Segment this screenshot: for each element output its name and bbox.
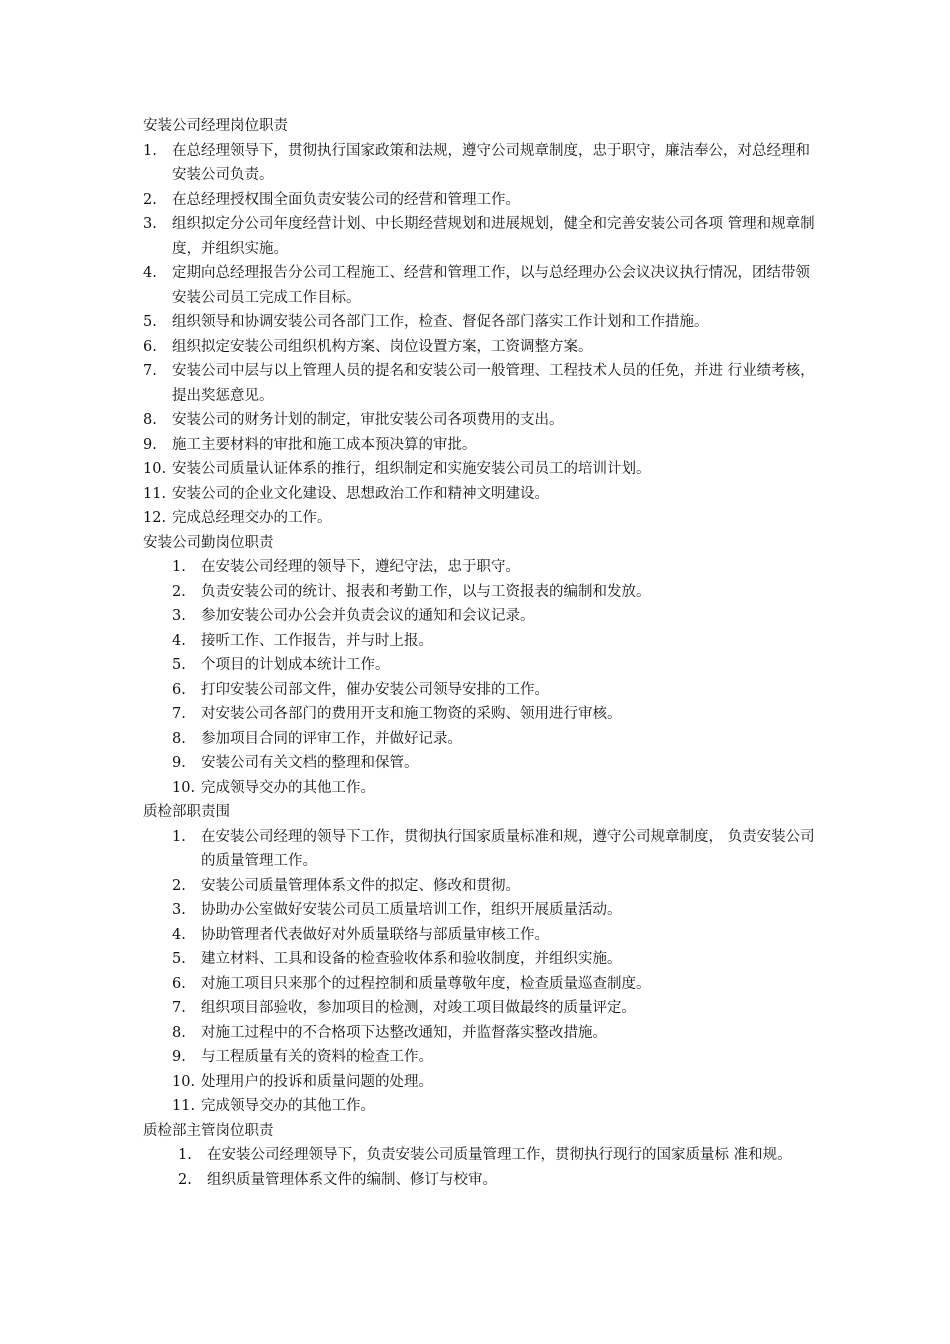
duty-list — [143, 139, 823, 531]
item-number: 2. — [178, 1171, 192, 1188]
item-number: 7. — [172, 706, 186, 722]
list-item — [143, 678, 823, 703]
item-number: 10. — [143, 461, 167, 477]
item-number: 6. — [172, 975, 186, 992]
item-text: 安装公司质量管理体系文件的拟定、修改和贯彻。 — [201, 877, 520, 894]
item-number: 9. — [172, 755, 186, 771]
item-text: 建立材料、工具和设备的检查验收体系和验收制度，并组织实施。 — [201, 951, 622, 967]
item-text: 组织领导和协调安装公司各部门工作，检查、督促各部门落实工作计划和工作措施。 — [172, 314, 709, 330]
list-item — [143, 653, 823, 678]
list-item — [143, 751, 823, 776]
list-item — [143, 923, 823, 948]
list-item — [143, 1094, 823, 1119]
list-item — [143, 139, 823, 188]
item-number: 2. — [172, 583, 186, 600]
item-text: 对安装公司各部门的费用开支和施工物资的采购、领用进行审核。 — [201, 706, 622, 722]
item-text: 参加安装公司办公会并负责会议的通知和会议记录。 — [201, 608, 535, 624]
item-text: 处理用户的投诉和质量问题的处理。 — [201, 1073, 433, 1090]
list-item — [143, 408, 823, 433]
section-title: 质检部主管岗位职责 — [143, 1122, 274, 1139]
item-text: 安装公司中层与以上管理人员的提名和安装公司一般管理、工程技术人员的任免，并进 行业绩考核，提出奖惩意见。 — [172, 363, 815, 404]
item-text: 协助办公室做好安装公司员工质量培训工作，组织开展质量活动。 — [201, 902, 622, 918]
list-item — [143, 1021, 823, 1046]
item-text: 对施工过程中的不合格项下达整改通知，并监督落实整改措施。 — [201, 1024, 607, 1041]
list-item — [143, 629, 823, 654]
item-text: 完成总经理交办的工作。 — [172, 510, 332, 526]
list-item — [143, 188, 823, 213]
list-item — [143, 1045, 823, 1070]
item-number: 8. — [172, 730, 186, 747]
item-text: 在总经理授权围全面负责安装公司的经营和管理工作。 — [172, 191, 520, 208]
item-text: 打印安装公司部文件，催办安装公司领导安排的工作。 — [201, 681, 549, 698]
list-item — [143, 506, 823, 531]
list-item — [143, 433, 823, 458]
item-number: 12. — [143, 510, 167, 526]
item-number: 7. — [143, 363, 157, 379]
list-item — [143, 727, 823, 752]
item-number: 5. — [172, 657, 186, 673]
list-item — [143, 310, 823, 335]
item-number: 9. — [172, 1049, 186, 1065]
list-item — [143, 947, 823, 972]
item-number: 2. — [172, 877, 186, 894]
item-number: 2. — [143, 191, 157, 208]
item-text: 安装公司的企业文化建设、思想政治工作和精神文明建设。 — [172, 485, 549, 502]
list-item — [143, 359, 823, 408]
section-title: 安装公司勤岗位职责 — [143, 534, 274, 551]
item-number: 10. — [172, 779, 196, 796]
item-number: 7. — [172, 1000, 186, 1016]
item-text: 组织拟定安装公司组织机构方案、岗位设置方案，工资调整方案。 — [172, 338, 593, 355]
list-item — [143, 972, 823, 997]
list-item — [143, 1070, 823, 1095]
item-number: 11. — [143, 485, 167, 502]
item-number: 9. — [143, 436, 157, 453]
list-item — [143, 874, 823, 899]
list-item — [143, 555, 823, 580]
item-text: 安装公司有关文档的整理和保管。 — [201, 755, 419, 771]
list-item — [143, 482, 823, 507]
list-item — [143, 335, 823, 360]
duty-list — [143, 555, 823, 800]
item-text: 在总经理领导下，贯彻执行国家政策和法规，遵守公司规章制度，忠于职守，廉洁奉公，对总经理和安装公司负责。 — [172, 142, 810, 183]
duty-list — [143, 1143, 823, 1192]
item-text: 参加项目合同的评审工作，并做好记录。 — [201, 730, 462, 747]
item-number: 6. — [172, 681, 186, 698]
item-number: 4. — [172, 632, 186, 649]
document-body — [143, 114, 823, 1192]
section-title: 安装公司经理岗位职责 — [143, 118, 288, 134]
item-number: 10. — [172, 1073, 196, 1090]
item-number: 1. — [178, 1147, 192, 1163]
item-text: 组织拟定分公司年度经营计划、中长期经营规划和进展规划，健全和完善安装公司各项 管理和规章制度，并组织实施。 — [172, 216, 815, 257]
item-text: 与工程质量有关的资料的检查工作。 — [201, 1049, 433, 1065]
item-number: 5. — [172, 951, 186, 967]
item-text: 对施工项目只来那个的过程控制和质量尊敬年度，检查质量巡查制度。 — [201, 975, 651, 992]
item-text: 负责安装公司的统计、报表和考勤工作，以与工资报表的编制和发放。 — [201, 583, 651, 600]
item-number: 3. — [143, 216, 157, 232]
item-text: 在安装公司经理的领导下，遵纪守法，忠于职守。 — [201, 559, 520, 575]
item-number: 5. — [143, 314, 157, 330]
item-number: 4. — [143, 265, 157, 281]
item-number: 8. — [143, 412, 157, 428]
list-item — [143, 261, 823, 310]
list-item — [143, 996, 823, 1021]
item-number: 3. — [172, 608, 186, 624]
item-number: 1. — [172, 559, 186, 575]
item-text: 安装公司质量认证体系的推行，组织制定和实施安装公司员工的培训计划。 — [172, 461, 651, 477]
item-number: 8. — [172, 1024, 186, 1041]
item-text: 在安装公司经理领导下，负责安装公司质量管理工作，贯彻执行现行的国家质量标 准和规。 — [207, 1147, 792, 1163]
list-item — [143, 825, 823, 874]
item-text: 个项目的计划成本统计工作。 — [201, 657, 390, 673]
item-text: 完成领导交办的其他工作。 — [201, 1098, 375, 1114]
list-item — [143, 457, 823, 482]
item-number: 4. — [172, 926, 186, 943]
item-text: 安装公司的财务计划的制定，审批安装公司各项费用的支出。 — [172, 412, 564, 428]
list-item — [143, 1168, 823, 1193]
list-item — [143, 702, 823, 727]
item-text: 完成领导交办的其他工作。 — [201, 779, 375, 796]
item-text: 协助管理者代表做好对外质量联络与部质量审核工作。 — [201, 926, 549, 943]
section-title: 质检部职责围 — [143, 804, 230, 820]
item-number: 1. — [143, 142, 157, 159]
list-item — [143, 776, 823, 801]
list-item — [143, 212, 823, 261]
list-item — [143, 580, 823, 605]
item-number: 6. — [143, 338, 157, 355]
item-text: 定期向总经理报告分公司工程施工、经营和管理工作，以与总经理办公会议决议执行情况，团结带领安装公司员工完成工作目标。 — [172, 265, 810, 306]
item-text: 组织质量管理体系文件的编制、修订与校审。 — [207, 1171, 497, 1188]
item-number: 1. — [172, 828, 186, 845]
list-item — [143, 898, 823, 923]
item-text: 组织项目部验收，参加项目的检测，对竣工项目做最终的质量评定。 — [201, 1000, 636, 1016]
duty-list — [143, 825, 823, 1119]
item-text: 接听工作、工作报告，并与时上报。 — [201, 632, 433, 649]
list-item — [143, 1143, 823, 1168]
item-text: 施工主要材料的审批和施工成本预决算的审批。 — [172, 436, 477, 453]
list-item — [143, 604, 823, 629]
item-number: 11. — [172, 1098, 196, 1114]
item-text: 在安装公司经理的领导下工作，贯彻执行国家质量标准和规，遵守公司规章制度， 负责安装公司的质量管理工作。 — [201, 828, 815, 869]
item-number: 3. — [172, 902, 186, 918]
